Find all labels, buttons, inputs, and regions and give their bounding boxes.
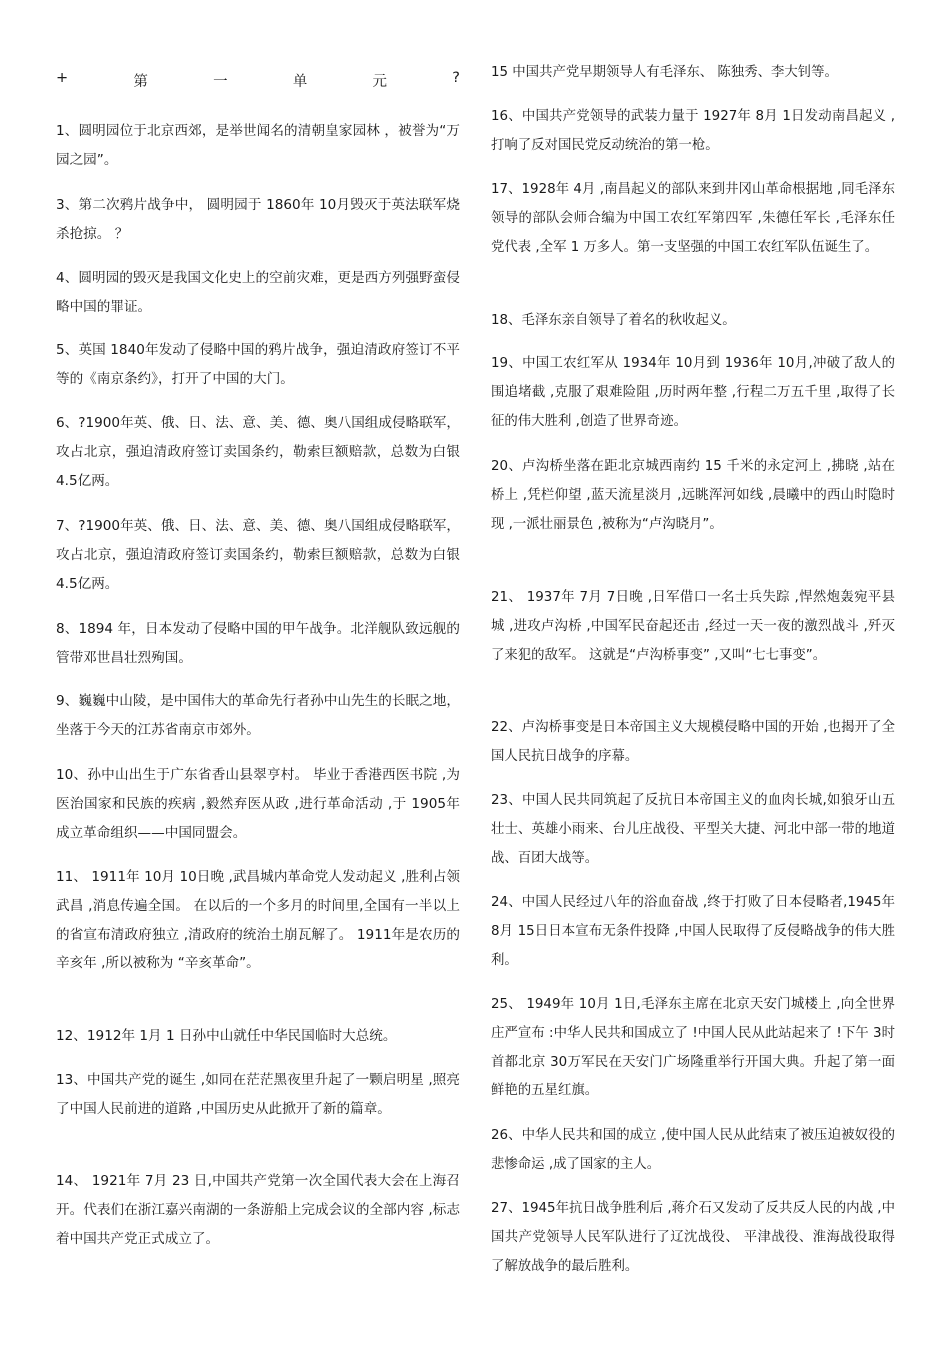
question-item: 17、1928年 4月 ,南昌起义的部队来到井冈山革命根据地 ,同毛泽东领导的部队会师合编为中国工农红军第四军 ,朱德任军长 ,毛泽东任党代表 ,全军 1 万多人。第一支坚强的中国工农红军队伍诞生了。: [491, 182, 895, 255]
question-item: 21、 1937年 7月 7日晚 ,日军借口一名士兵失踪 ,悍然炮轰宛平县城 ,进攻卢沟桥 ,中国军民奋起还击 ,经过一天一夜的激烈战斗 ,歼灭了来犯的敌军。 这就是“卢沟桥事变” ,又叫“七七事变”。: [491, 590, 895, 663]
question-item: 16、中国共产党领导的武装力量于 1927年 8月 1日发动南昌起义 ,打响了反对国民党反动统治的第一枪。: [491, 109, 895, 153]
question-item: 27、1945年抗日战争胜利后 ,蒋介石又发动了反共反人民的内战 ,中国共产党领导人民军队进行了辽沈战役、 平津战役、淮海战役取得了解放战争的最后胜利。: [491, 1201, 895, 1274]
unit-heading: [56, 70, 460, 92]
heading-char: 单: [292, 74, 308, 90]
question-item: 15 中国共产党早期领导人有毛泽东、 陈独秀、李大钊等。: [491, 65, 838, 80]
question-item: 1、圆明园位于北京西郊，是举世闻名的清朝皇家园林 ，被誉为“万园之园”。: [56, 123, 460, 168]
question-item: 14、 1921年 7月 23 日,中国共产党第一次全国代表大会在上海召开。代表们在浙江嘉兴南湖的一条游船上完成会议的全部内容 ,标志着中国共产党正式成立了。: [56, 1173, 460, 1247]
question-item: 12、1912年 1月 1 日孙中山就任中华民国临时大总统。: [56, 1028, 397, 1044]
question-item: 22、卢沟桥事变是日本帝国主义大规模侵略中国的开始 ,也揭开了全国人民抗日战争的序幕。: [491, 720, 895, 764]
heading-char: +: [56, 70, 69, 86]
heading-char: 一: [213, 74, 228, 90]
question-item: 24、中国人民经过八年的浴血奋战 ,终于打败了日本侵略者,1945年 8月 15日日本宣布无条件投降 ,中国人民取得了反侵略战争的伟大胜利。: [491, 895, 895, 968]
question-item: 23、中国人民共同筑起了反抗日本帝国主义的血肉长城,如狼牙山五壮士、英雄小雨来、台儿庄战役、平型关大捷、河北中部一带的地道战、百团大战等。: [491, 793, 895, 866]
question-item: 19、中国工农红军从 1934年 10月到 1936年 10月,冲破了敌人的围追堵截 ,克服了艰难险阻 ,历时两年整 ,行程二万五千里 ,取得了长征的伟大胜利 ,创造了世界奇迹。: [491, 356, 895, 429]
question-item: 18、毛泽东亲自领导了着名的秋收起义。: [491, 313, 736, 328]
question-item: 6、?1900年英、俄、日、法、意、美、德、奥八国组成侵略联军，攻占北京，强迫清政府签订卖国条约，勒索巨额赔款，总数为白银 4.5亿两。: [56, 415, 460, 489]
question-item: 13、中国共产党的诞生 ,如同在茫茫黑夜里升起了一颗启明星 ,照亮了中国人民前进的道路 ,中国历史从此掀开了新的篇章。: [56, 1072, 460, 1117]
question-item: 5、英国 1840年发动了侵略中国的鸦片战争，强迫清政府签订不平等的《南京条约》，打开了中国的大门。: [56, 342, 460, 387]
heading-char: 元: [372, 74, 388, 90]
question-item: 9、巍巍中山陵，是中国伟大的革命先行者孙中山先生的长眠之地，坐落于今天的江苏省南京市郊外。: [56, 693, 460, 738]
question-item: 25、 1949年 10月 1日,毛泽东主席在北京天安门城楼上 ,向全世界庄严宣布 :中华人民共和国成立了 !中国人民从此站起来了 !下午 3时首都北京 30万军民在天安门广场隆重举行开国大典。升起了第一面鲜艳的五星红旗。: [491, 997, 895, 1099]
question-item: 4、圆明园的毁灭是我国文化史上的空前灾难，更是西方列强野蛮侵略中国的罪证。: [56, 270, 460, 315]
question-item: 8、1894 年，日本发动了侵略中国的甲午战争。北洋舰队致远舰的管带邓世昌壮烈殉国。: [56, 621, 460, 666]
question-item: 20、卢沟桥坐落在距北京城西南约 15 千米的永定河上 ,拂晓 ,站在桥上 ,凭栏仰望 ,蓝天流星淡月 ,远眺浑河如线 ,晨曦中的西山时隐时现 ,一派壮丽景色 ,被称为“卢沟晓月”。: [491, 459, 895, 532]
heading-char: 第: [133, 74, 148, 90]
question-item: 11、 1911年 10月 10日晚 ,武昌城内革命党人发动起义 ,胜利占领武昌 ,消息传遍全国。 在以后的一个多月的时间里,全国有一半以上的省宣布清政府独立 ,清政府的统治土崩瓦解了。 1911年是农历的辛亥年 ,所以被称为 “辛亥革命”。: [56, 869, 460, 972]
question-item: 3、第二次鸦片战争中， 圆明园于 1860年 10月毁灭于英法联军烧杀抢掠。 ？: [56, 197, 460, 242]
question-item: 7、?1900年英、俄、日、法、意、美、德、奥八国组成侵略联军，攻占北京，强迫清政府签订卖国条约，勒索巨额赔款，总数为白银 4.5亿两。: [56, 518, 460, 592]
question-item: 10、孙中山出生于广东省香山县翠亨村。 毕业于香港西医书院 ,为医治国家和民族的疾病 ,毅然弃医从政 ,进行革命活动 ,于 1905年成立革命组织——中国同盟会。: [56, 767, 460, 841]
question-item: 26、中华人民共和国的成立 ,使中国人民从此结束了被压迫被奴役的悲惨命运 ,成了国家的主人。: [491, 1128, 895, 1172]
heading-char: ?: [452, 70, 460, 86]
